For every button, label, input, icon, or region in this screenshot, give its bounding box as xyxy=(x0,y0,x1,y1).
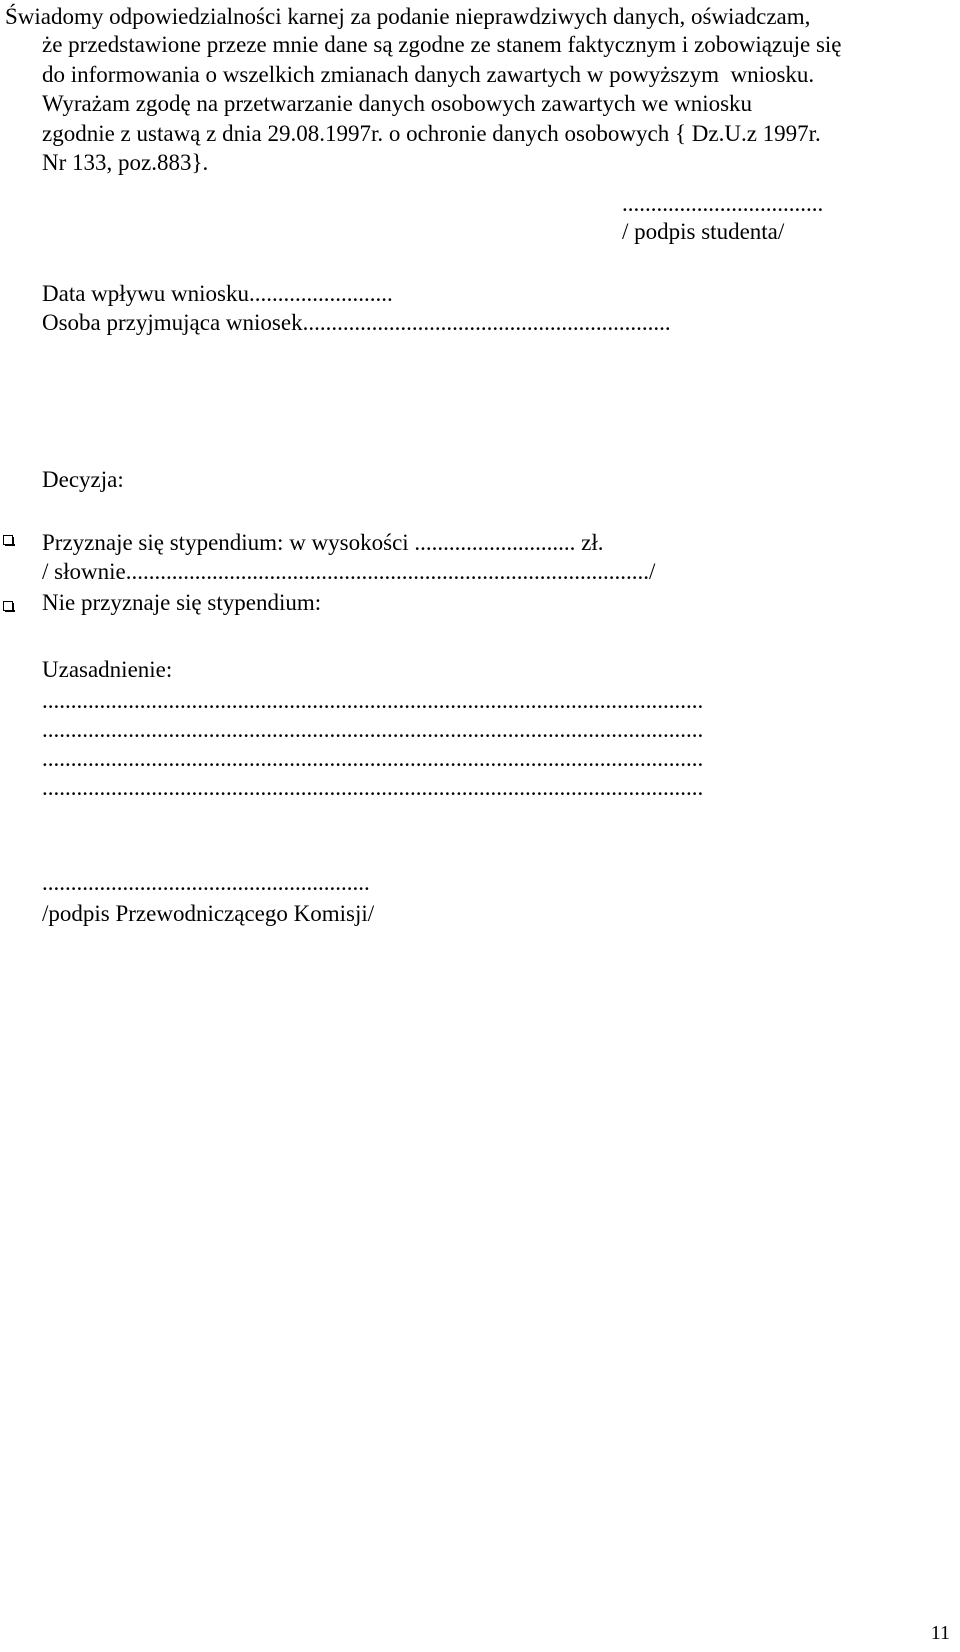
receiver-field: Osoba przyjmująca wniosek................................................................ xyxy=(42,310,671,335)
justification-line: ................................................................................................................... xyxy=(42,746,704,771)
receipt-date-field: Data wpływu wniosku......................... xyxy=(42,281,393,306)
grant-amount-words: / słownie.........................................................................................../ xyxy=(42,559,656,584)
justification-line: ................................................................................................................... xyxy=(42,717,704,742)
option-grant-label: Przyznaje się stypendium: w wysokości ............................ zł. xyxy=(42,530,604,555)
decision-heading: Decyzja: xyxy=(42,467,124,492)
chair-signature-dots: ......................................................... xyxy=(42,870,370,895)
justification-heading: Uzasadnienie: xyxy=(42,657,173,682)
justification-line: ................................................................................................................... xyxy=(42,775,704,800)
option-deny-label: Nie przyznaje się stypendium: xyxy=(42,590,322,615)
statement-line: do informowania o wszelkich zmianach danych zawartych w powyższym wniosku. xyxy=(42,62,815,87)
statement-line: że przedstawione przeze mnie dane są zgodne ze stanem faktycznym i zobowiązuje się xyxy=(42,32,842,57)
justification-line: ................................................................................................................... xyxy=(42,688,704,713)
consent-line: zgodnie z ustawą z dnia 29.08.1997r. o ochronie danych osobowych { Dz.U.z 1997r. xyxy=(42,121,821,146)
statement-line: Świadomy odpowiedzialności karnej za podanie nieprawdziwych danych, oświadczam, xyxy=(5,4,811,29)
student-signature-label: / podpis studenta/ xyxy=(622,219,785,244)
signature-dots: ................................... xyxy=(622,191,824,216)
consent-line: Wyrażam zgodę na przetwarzanie danych osobowych zawartych we wniosku xyxy=(42,91,753,116)
checkbox-deny-icon[interactable] xyxy=(3,601,13,611)
page-number: 11 xyxy=(930,1622,950,1644)
checkbox-grant-icon[interactable] xyxy=(3,535,13,545)
chair-signature-label: /podpis Przewodniczącego Komisji/ xyxy=(42,901,375,926)
consent-line: Nr 133, poz.883}. xyxy=(42,150,209,175)
